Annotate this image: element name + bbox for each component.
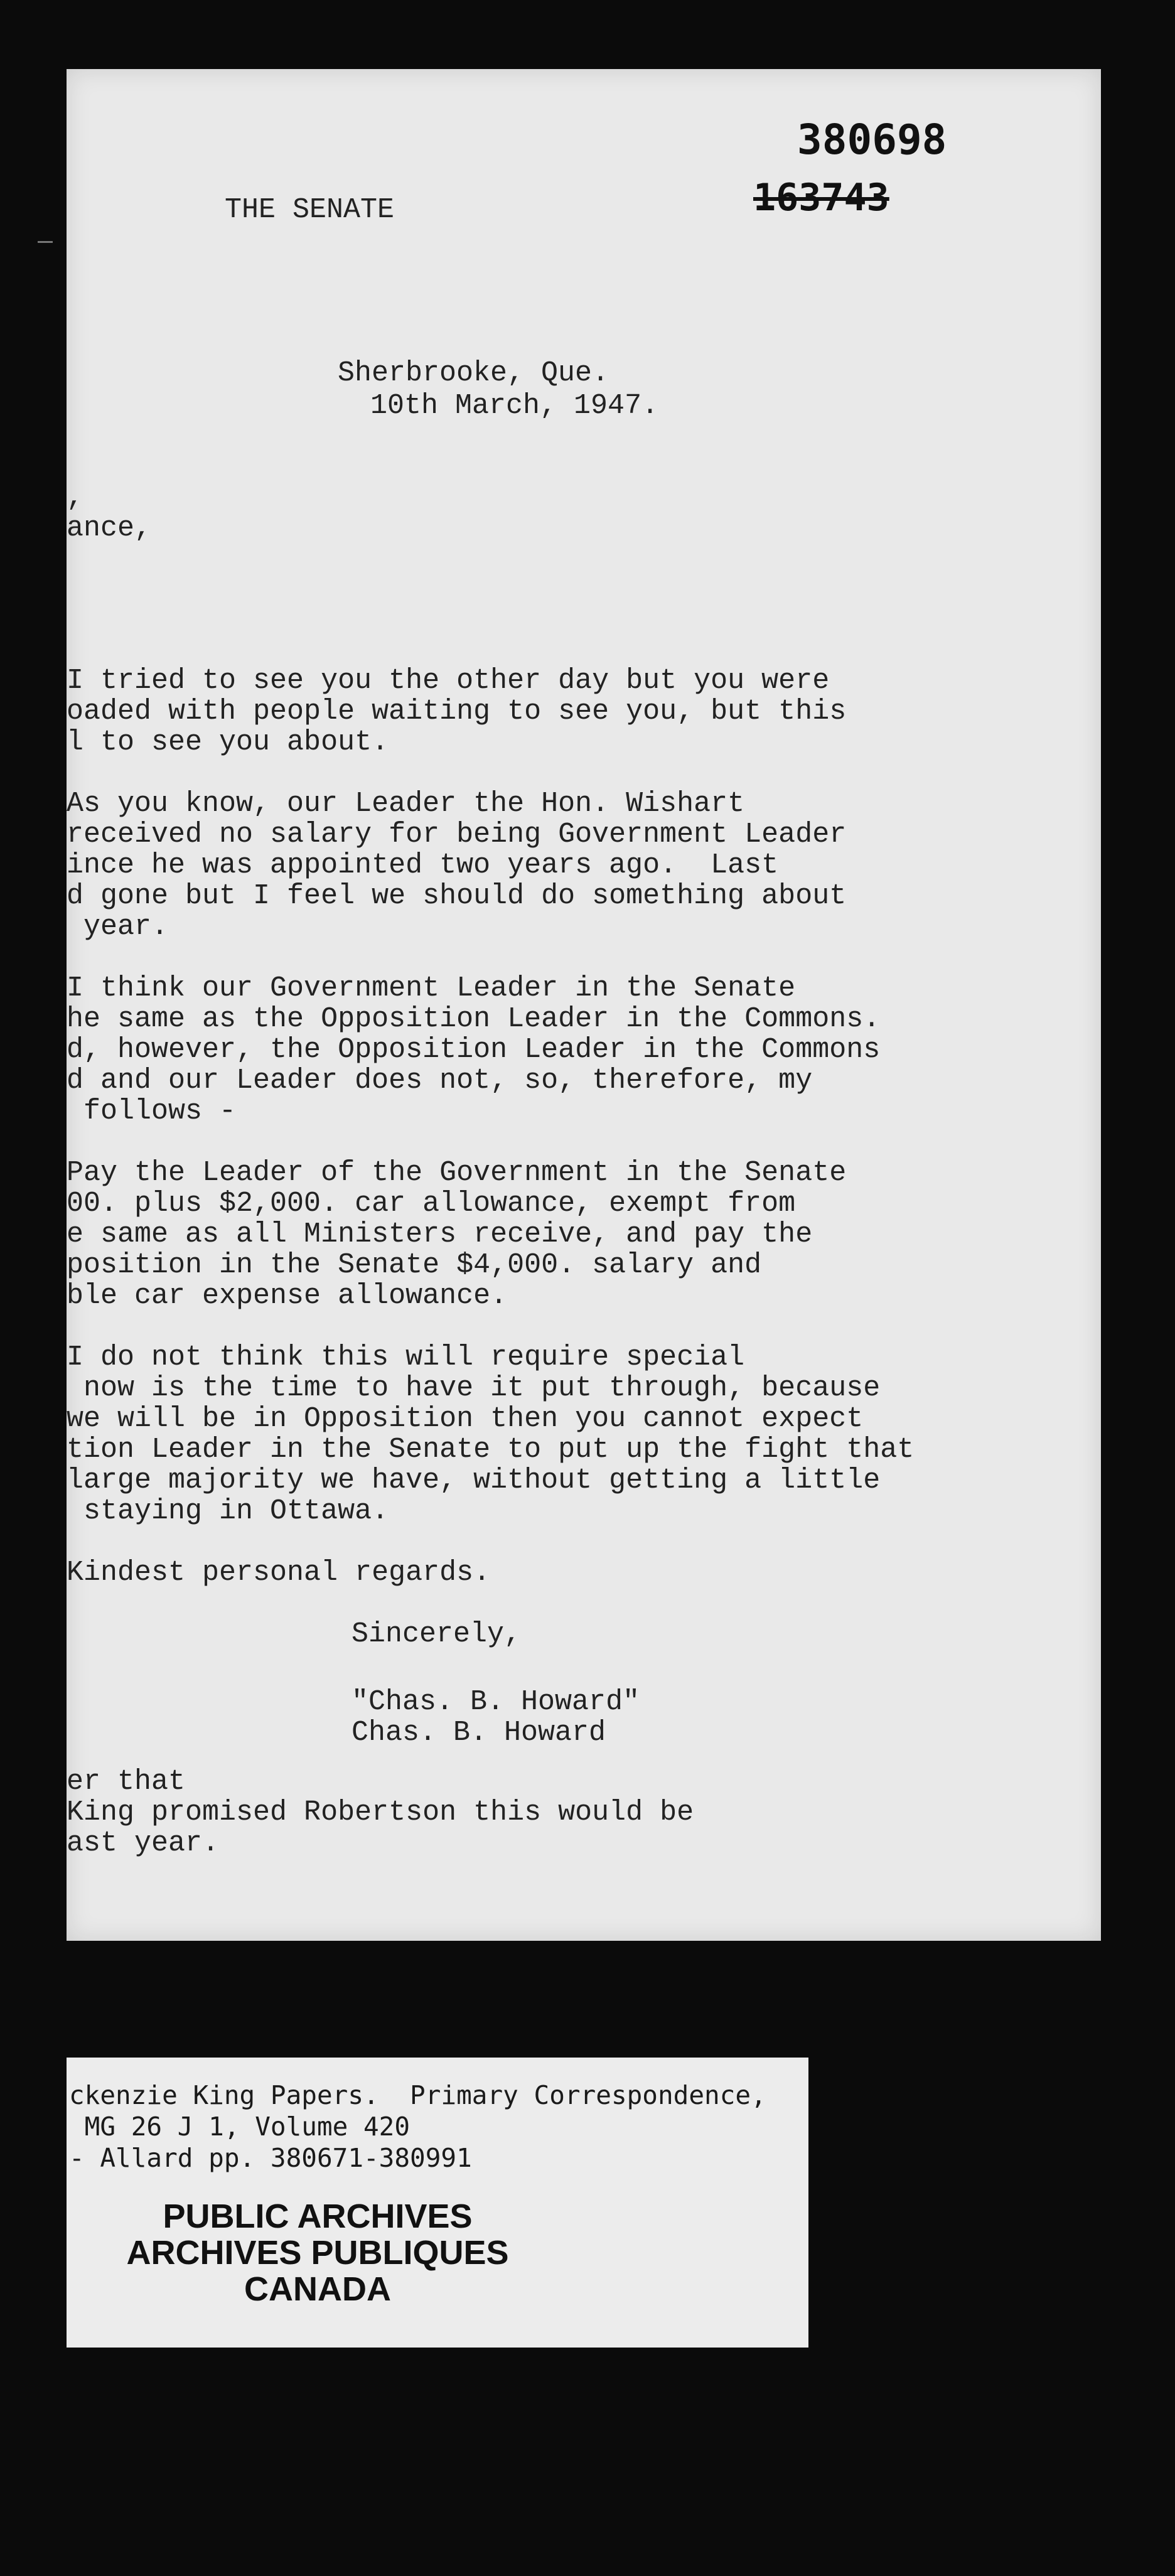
letterhead: THE SENATE — [225, 194, 395, 226]
postscript-line: King promised Robertson this would be — [67, 1796, 694, 1828]
signature-quoted: "Chas. B. Howard" — [351, 1686, 640, 1718]
body-line: As you know, our Leader the Hon. Wishart — [67, 788, 745, 820]
body-line: I do not think this will require special — [67, 1341, 745, 1373]
body-line: we will be in Opposition then you cannot expect — [67, 1403, 864, 1435]
body-line: l to see you about. — [67, 726, 389, 758]
archive-label — [67, 2058, 808, 2348]
letter-sheet — [67, 69, 1101, 1941]
archive-pages-line: - Allard pp. 380671-380991 — [69, 2143, 472, 2173]
body-line: e same as all Ministers receive, and pay the — [67, 1218, 813, 1250]
address-line: ance, — [67, 512, 152, 544]
body-line: staying in Ottawa. — [67, 1495, 389, 1527]
body-line: he same as the Opposition Leader in the Commons. — [67, 1003, 881, 1035]
body-line: position in the Senate $4,000. salary and — [67, 1249, 762, 1281]
document-number-stamp: 380698 — [797, 115, 947, 164]
body-line: year. — [67, 911, 169, 943]
body-line: Pay the Leader of the Government in the Senate — [67, 1157, 847, 1189]
archives-stamp-line: ARCHIVES PUBLIQUES — [126, 2234, 509, 2272]
archive-collection-line: ckenzie King Papers. Primary Correspondence, — [69, 2080, 766, 2110]
archive-volume-line: MG 26 J 1, Volume 420 — [69, 2112, 410, 2142]
body-line: Kindest personal regards. — [67, 1557, 491, 1589]
signature-typed: Chas. B. Howard — [351, 1717, 606, 1749]
struck-document-number: 163743 — [753, 176, 889, 220]
archives-stamp-line: CANADA — [244, 2270, 391, 2308]
archives-stamp-line: PUBLIC ARCHIVES — [163, 2198, 473, 2235]
valediction: Sincerely, — [351, 1618, 522, 1650]
body-line: ince he was appointed two years ago. Last — [67, 849, 779, 881]
body-line: d gone but I feel we should do something about — [67, 880, 847, 912]
dateline-date: 10th March, 1947. — [370, 390, 659, 422]
body-line: 00. plus $2,000. car allowance, exempt from — [67, 1188, 796, 1220]
body-line: follows - — [67, 1095, 237, 1127]
body-line: I think our Government Leader in the Senate — [67, 972, 796, 1004]
body-line: large majority we have, without getting a little — [67, 1464, 881, 1496]
address-line: , — [67, 481, 84, 513]
body-line: now is the time to have it put through, because — [67, 1372, 881, 1404]
postscript-line: ast year. — [67, 1827, 220, 1859]
body-line: d, however, the Opposition Leader in the Commons — [67, 1034, 881, 1066]
body-line: oaded with people waiting to see you, but this — [67, 695, 847, 727]
postscript-line: er that — [67, 1766, 186, 1798]
margin-tick-mark — [38, 241, 53, 243]
body-line: received no salary for being Government Leader — [67, 818, 847, 851]
body-line: d and our Leader does not, so, therefore, my — [67, 1065, 813, 1097]
body-line: I tried to see you the other day but you were — [67, 665, 830, 697]
body-line: ble car expense allowance. — [67, 1280, 508, 1312]
dateline-place: Sherbrooke, Que. — [338, 357, 609, 389]
body-line: tion Leader in the Senate to put up the fight that — [67, 1434, 915, 1466]
